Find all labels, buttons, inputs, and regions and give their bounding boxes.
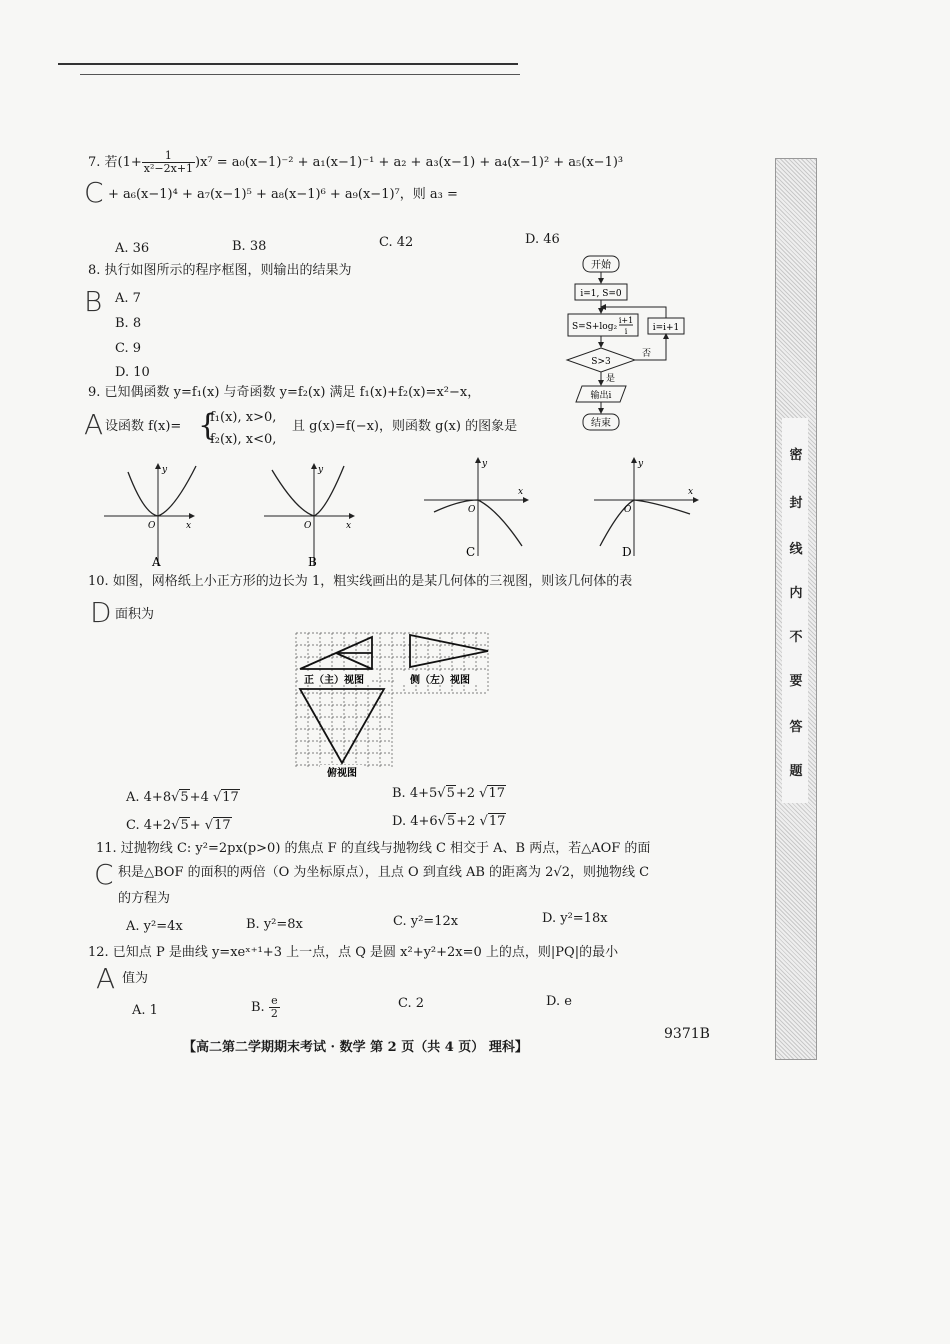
q9-brace: { (198, 408, 218, 443)
q9-curve-d (600, 500, 690, 546)
q8-option-b: B. 8 (115, 316, 142, 331)
seal-char: 答 (789, 720, 803, 735)
q9-curve-b (272, 466, 344, 516)
q11-option-d: D. y²=18x (542, 911, 608, 926)
svg-text:y: y (482, 459, 488, 469)
flow-frac-den: i (624, 327, 628, 336)
q7-option-c: C. 42 (379, 235, 414, 250)
svg-text:O: O (624, 505, 632, 515)
q7-line2: + a₆(x−1)⁴ + a₇(x−1)⁵ + a₈(x−1)⁶ + a₉(x−1)⁷，则 a₃ = (108, 187, 458, 202)
q9-graph-c (420, 452, 532, 564)
flow-start: 开始 (591, 260, 611, 271)
q10-side-label: 侧（左）视图 (410, 675, 470, 686)
svg-text:x: x (688, 487, 694, 497)
q9-stem: 9. 已知偶函数 y=f₁(x) 与奇函数 y=f₂(x) 满足 f₁(x)+f₂(x)=x²−x， (88, 385, 481, 400)
q10-option-c: C. 4+2√5+ √17 (126, 818, 231, 833)
q8-stem: 8. 执行如图所示的程序框图，则输出的结果为 (88, 263, 352, 278)
flow-frac-num: i+1 (618, 316, 634, 325)
q10-three-views (292, 627, 492, 779)
q11-option-c: C. y²=12x (393, 914, 459, 929)
svg-text:x: x (186, 521, 192, 531)
seal-char: 不 (789, 630, 803, 645)
svg-text:O: O (468, 505, 476, 515)
q10-grid (296, 633, 488, 767)
svg-text:y: y (318, 465, 324, 475)
q7-option-b: B. 38 (232, 239, 267, 254)
q10-top-label: 俯视图 (327, 768, 357, 779)
q11-line3: 的方程为 (118, 891, 171, 906)
flow-end: 结束 (591, 418, 611, 429)
q12-option-b: B. $\frac{e}{2}$ (251, 994, 278, 1020)
seal-char: 密 (789, 448, 803, 463)
q10-option-a: A. 4+8√5+4 √17 (126, 790, 239, 805)
q8-option-a: A. 7 (115, 291, 141, 306)
flow-cond: S>3 (591, 357, 611, 367)
q9-label-a: A (152, 555, 161, 569)
q9-label-d: D (622, 545, 632, 559)
svg-text:x: x (518, 487, 524, 497)
q9-fx-def: 设函数 f(x)= (105, 419, 182, 434)
svg-text:O: O (304, 521, 312, 531)
svg-text:O: O (148, 521, 156, 531)
q10-front-label: 正（主）视图 (304, 675, 364, 686)
flow-init: i=1, S=0 (580, 289, 622, 299)
seal-char: 线 (789, 542, 803, 557)
q9-line2-suffix: 且 g(x)=f(−x)，则函数 g(x) 的图象是 (292, 419, 518, 434)
q10-answer-mark: D (90, 596, 112, 629)
q7-line1: 7. 若(1+ $\frac{1}{\text{x²−2x+1}}$ )x⁷ = a₀(x−1)⁻² + a₁(x−1)⁻¹ + a₂ + a₃(x−1) + a₄(x−1)² + a₅(x−1)³ (88, 149, 624, 175)
q8-option-d: D. 10 (115, 365, 150, 380)
q12-answer-mark: A (96, 962, 116, 995)
q9-case2: f₂(x), x<0, (210, 432, 277, 447)
q7-fraction: $\frac{1}{\text{x²−2x+1}}$ (143, 149, 194, 175)
q12-line1: 12. 已知点 P 是曲线 y=xeˣ⁺¹+3 上一点，点 Q 是圆 x²+y²+2x=0 上的点，则|PQ|的最小 (88, 945, 619, 960)
seal-band (782, 418, 808, 803)
q8-flowchart (560, 252, 700, 434)
q11-line1: 11. 过抛物线 C: y²=2px(p>0) 的焦点 F 的直线与抛物线 C 相交于 A、B 两点，若△AOF 的面 (96, 841, 651, 856)
q12-option-d: D. e (546, 994, 572, 1009)
svg-text:y: y (162, 465, 168, 475)
q12-option-c: C. 2 (398, 996, 425, 1011)
seal-char: 内 (789, 586, 803, 601)
q11-line2: 积是△BOF 的面积的两倍（O 为坐标原点），且点 O 到直线 AB 的距离为 2√2，则抛物线 C (118, 865, 650, 880)
q9-graph-d (590, 452, 702, 564)
q11-option-a: A. y²=4x (126, 919, 183, 934)
q9-case1: f₁(x), x>0, (210, 410, 277, 425)
q10-option-d: D. 4+6√5+2 √17 (392, 814, 506, 829)
q9-answer-mark: A (84, 408, 104, 441)
q9-graph-a (100, 458, 198, 570)
paper-code: 9371B (664, 1026, 710, 1042)
q10-stem: 10. 如图，网格纸上小正方形的边长为 1，粗实线画出的是某几何体的三视图，则该几何体的表 (88, 574, 633, 589)
q10-top-view (300, 689, 384, 763)
q8-option-c: C. 9 (115, 341, 142, 356)
flow-yes: 是 (606, 374, 616, 384)
seal-char: 封 (789, 496, 803, 511)
seal-char: 要 (789, 674, 803, 689)
q11-option-b: B. y²=8x (246, 917, 303, 932)
q9-graph-b (260, 458, 358, 570)
top-rule (58, 63, 518, 65)
q9-label-c: C (466, 545, 476, 559)
q11-answer-mark: C (94, 858, 114, 891)
top-rule-thin (80, 74, 520, 75)
flow-update: S=S+log₂ (572, 322, 618, 332)
flow-no: 否 (642, 349, 652, 359)
svg-text:x: x (346, 521, 352, 531)
flow-incr: i=i+1 (652, 323, 680, 333)
q12-line2: 值为 (122, 971, 149, 986)
q10-stem2: 面积为 (115, 607, 155, 622)
q7-answer-mark: C (84, 176, 104, 209)
seal-char: 题 (789, 764, 803, 779)
q8-answer-mark: B (84, 285, 103, 318)
page-footer: 【高二第二学期期末考试 · 数学 第 2 页（共 4 页） 理科】 (183, 1040, 528, 1055)
q12-option-a: A. 1 (132, 1003, 158, 1018)
svg-text:y: y (638, 459, 644, 469)
q7-option-d: D. 46 (525, 232, 560, 247)
q10-option-b: B. 4+5√5+2 √17 (392, 786, 505, 801)
q7-option-a: A. 36 (115, 241, 150, 256)
q9-label-b: B (308, 555, 317, 569)
flow-output: 输出i (590, 391, 612, 401)
